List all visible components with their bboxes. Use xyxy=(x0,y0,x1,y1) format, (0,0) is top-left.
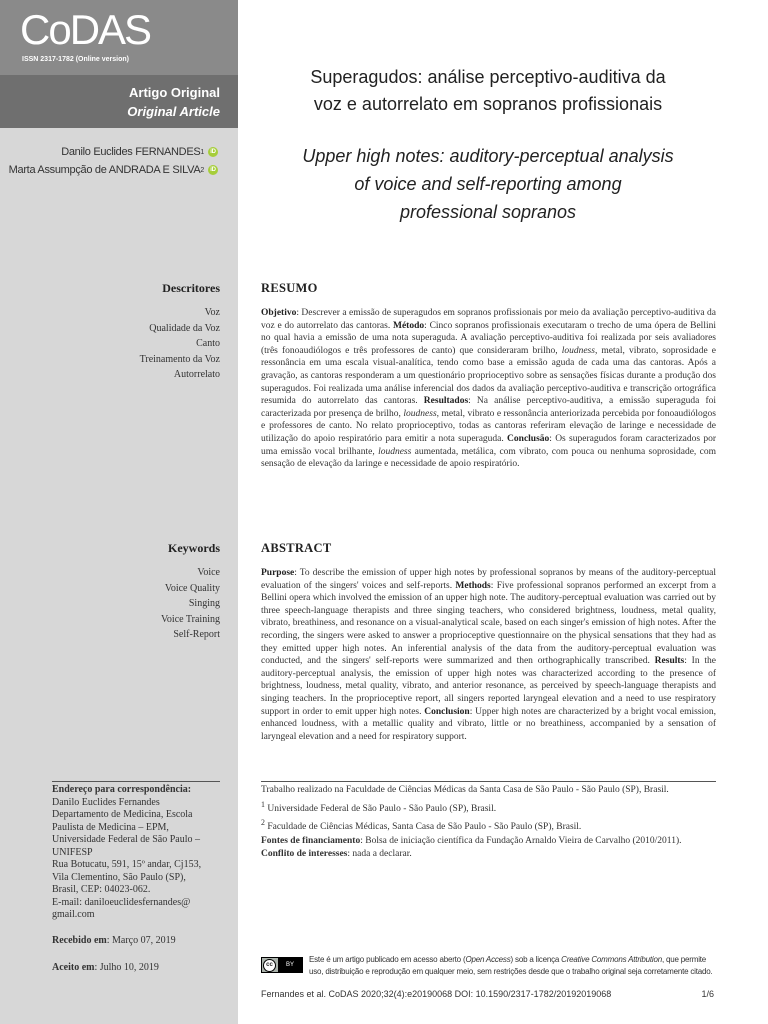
conclusao-label: Conclusão xyxy=(507,433,550,444)
methods-label: Methods xyxy=(455,580,491,591)
affiliation-sup: 2 xyxy=(261,818,265,828)
objetivo-label: Objetivo xyxy=(261,308,297,318)
citation-footer: Fernandes et al. CoDAS 2020;32(4):e20190068 DOI: 10.1590/2317-1782/20192019068 xyxy=(261,989,612,999)
conflict-label: Conflito de interesses xyxy=(261,849,348,860)
metodo-text: , metal, vibrato, soprosidade e ressonância em uma escala visual-analítica, tendo como base a emissão aguda de cada uma das cantoras. Após a gravação, as cantoras responderam a um questionário proprioceptivo sobre as sensações físicas durante a produção dos superagudos. Foi realizada uma análise inferencial dos dados da avaliação perceptivo-auditiva e transcrição ortográfica resumida do autorrelato das cantoras. xyxy=(261,345,717,407)
descritores-list xyxy=(140,305,220,383)
results-text: : In the auditory-perceptual analysis, the emission of upper high notes was characterized according to the presence of brightness, loudness, metal quality, vibrato, and anterior resonance, as perceived by speech-language therapists and singing teachers. In the proprioceptive report, all singers reported laryngeal elevation and a need to use respiratory support in order to emit upper high notes. xyxy=(261,656,716,717)
author-name: Marta Assumpção de ANDRADA E SILVA xyxy=(8,164,201,176)
journal-header xyxy=(0,0,238,75)
author xyxy=(9,143,218,161)
license-part: ) sob a licença xyxy=(510,955,562,964)
correspondence-email[interactable]: E-mail: daniloeuclidesfernandes@ xyxy=(52,896,191,908)
title-line: Superagudos: análise perceptivo-auditiva da xyxy=(310,67,666,87)
correspondence-line: Universidade Federal de São Paulo – xyxy=(52,834,201,845)
descritor-item: Autorrelato xyxy=(173,369,220,381)
funding-label: Fontes de financiamento xyxy=(261,835,361,846)
correspondence-block xyxy=(52,781,220,922)
purpose-text: : To describe the emission of upper high notes by professional sopranos by means of the auditory-perceptual evaluation of the singers' voices and self-reports. xyxy=(261,568,716,591)
correspondence-line: Vila Clementino, São Paulo (SP), xyxy=(52,871,186,883)
author-list xyxy=(9,143,218,179)
by-icon: BY xyxy=(278,958,302,972)
title-line: professional sopranos xyxy=(399,202,577,222)
accepted-value: : Julho 10, 2019 xyxy=(94,962,159,973)
correspondence-line: Brasil, CEP: 04023-062. xyxy=(52,884,151,895)
keyword-item: Singing xyxy=(188,598,220,610)
affiliation-2 xyxy=(261,816,716,835)
keyword-item: Voice Training xyxy=(161,613,220,625)
author-affiliation: 2 xyxy=(200,166,204,174)
keyword-item: Self-Report xyxy=(173,629,220,641)
conclusao-text: : Os superagudos foram caracterizados por uma emissão vocal brilhante, xyxy=(261,433,717,457)
title-portuguese xyxy=(262,64,714,118)
license-part: Este é um artigo publicado em acesso aberto ( xyxy=(309,955,466,964)
accepted-label: Aceito em xyxy=(52,962,95,973)
keyword-item: Voice xyxy=(197,567,220,578)
affiliation-1 xyxy=(261,798,716,817)
orcid-icon[interactable]: iD xyxy=(208,165,218,175)
conclusao-text: aumentada, metálica, com vibrato, com pouca ou nenhuma soprosidade, com sensação de elevação da laringe e necessidade de apoio respiratório. xyxy=(261,446,716,470)
correspondence-line: UNIFESP xyxy=(52,846,93,858)
loudness-term: loudness xyxy=(378,446,412,457)
title-line: Upper high notes: auditory-perceptual analysis xyxy=(302,146,674,166)
article-type-banner xyxy=(0,75,238,128)
footnotes xyxy=(261,781,716,862)
cc-by-badge-icon[interactable] xyxy=(261,957,303,973)
title-line: of voice and self-reporting among xyxy=(354,174,622,194)
purpose-label: Purpose xyxy=(261,568,295,578)
methods-text: : Five professional sopranos performed an excerpt from a Bellini opera which involved the emission of an upper high note. The auditory-perceptual evaluation was carried out by three speech-language therapists and three singing teachers, who considered brightness, loudness, metal quality, vibrato, breathiness, and resonance on a visual-analytical scale, based on each singer's emission of high notes. After the recording, the singers were asked to answer a proprioceptive questionnaire on the physical sensations that they had as they emitted upper high notes. An inferential analysis of the data from the auditory-perceptual evaluation was conducted, and the singers' self-reports were summarized and then orthographically transcribed. xyxy=(261,580,717,667)
article-type-pt: Artigo Original xyxy=(129,85,220,100)
resultados-label: Resultados xyxy=(423,396,469,407)
divider xyxy=(52,781,220,782)
funding-note xyxy=(261,835,716,849)
abstract-heading: ABSTRACT xyxy=(261,541,332,555)
journal-logo: CoDAS xyxy=(20,6,151,53)
resumo-body xyxy=(261,307,716,471)
descritores-heading: Descritores xyxy=(162,281,220,295)
correspondence-title: Endereço para correspondência: xyxy=(52,784,192,795)
abstract-body xyxy=(261,567,716,743)
orcid-icon[interactable]: iD xyxy=(208,147,218,157)
divider xyxy=(261,781,716,782)
correspondence-line: Paulista de Medicina – EPM, xyxy=(52,821,169,833)
resumo-heading: RESUMO xyxy=(261,281,318,295)
cc-icon: cc xyxy=(263,959,276,972)
open-access-term: Open Access xyxy=(465,955,511,964)
title-english xyxy=(262,142,714,226)
descritor-item: Canto xyxy=(196,338,220,350)
license-text xyxy=(309,954,716,978)
keywords-heading: Keywords xyxy=(168,541,220,555)
cc-attribution-term: Creative Commons Attribution xyxy=(561,955,662,964)
descritor-item: Voz xyxy=(204,307,220,318)
author-name: Danilo Euclides FERNANDES xyxy=(61,146,201,158)
objetivo-text: : Descrever a emissão de superagudos em sopranos profissionais por meio da avaliação perceptivo-auditiva da voz e do autorrelato das cantoras. xyxy=(261,308,716,331)
affiliation-sup: 1 xyxy=(261,799,265,809)
metodo-text: : Cinco sopranos profissionais executaram o trecho de uma ópera de Bellini no qual havia a emissão de uma nota superaguda. A avaliação perceptivo-auditiva foi realizada por seis avaliadores (três fonoaudiólogos e três professores de canto) que consideraram brilho, xyxy=(261,320,716,356)
title-line: voz e autorrelato em sopranos profissionais xyxy=(313,94,663,114)
resultados-text: , metal, vibrato e ressonância anteriorizada percebida por fonoaudiólogos e professores de canto. No relato proprioceptivo, todas as cantoras referiram elevação de laringe e necessidade de utilização do apoio respiratório para emitir a nota superaguda. xyxy=(261,408,716,444)
received-date xyxy=(52,935,176,946)
left-sidebar xyxy=(0,0,238,1024)
correspondence-line: Rua Botucatu, 591, 15º andar, Cj153, xyxy=(52,859,202,870)
funding-text: : Bolsa de iniciação científica da Fundação Arnaldo Vieira de Carvalho (2010/2011). xyxy=(360,835,682,846)
correspondence-email[interactable]: gmail.com xyxy=(52,909,95,920)
results-label: Results xyxy=(654,656,685,667)
loudness-term: loudness xyxy=(403,408,437,419)
descritor-item: Treinamento da Voz xyxy=(139,353,220,365)
affiliation-text: Faculdade de Ciências Médicas, Santa Casa de São Paulo - São Paulo (SP), Brasil. xyxy=(264,822,582,833)
loudness-term: loudness xyxy=(561,345,595,356)
article-type-en: Original Article xyxy=(127,104,220,119)
author-affiliation: 1 xyxy=(200,148,204,156)
conflict-note xyxy=(261,848,716,862)
received-label: Recebido em xyxy=(52,935,107,946)
conflict-text: : nada a declarar. xyxy=(347,849,412,860)
work-note: Trabalho realizado na Faculdade de Ciências Médicas da Santa Casa de São Paulo - São Paulo (SP), Brasil. xyxy=(261,785,669,795)
descritor-item: Qualidade da Voz xyxy=(149,322,220,334)
license-notice xyxy=(261,954,716,978)
issn: ISSN 2317-1782 (Online version) xyxy=(22,56,129,63)
correspondence-line: Departamento de Medicina, Escola xyxy=(52,809,193,820)
resultados-text: : Na análise perceptivo-auditiva, a emissão superaguda foi caracterizada por presença de brilho, xyxy=(261,396,716,419)
received-value: : Março 07, 2019 xyxy=(106,935,176,946)
affiliation-text: Universidade Federal de São Paulo - São Paulo (SP), Brasil. xyxy=(264,803,497,814)
correspondence-line: Danilo Euclides Fernandes xyxy=(52,796,160,808)
keywords-list xyxy=(161,565,220,643)
accepted-date xyxy=(52,962,159,973)
license-part: , que permite uso, distribuição e reprodução em qualquer meio, sem restrições desde que o trabalho original seja corretamente citado. xyxy=(309,955,713,976)
keyword-item: Voice Quality xyxy=(164,582,220,594)
metodo-label: Método xyxy=(393,320,425,331)
conclusion-label: Conclusion xyxy=(424,706,470,717)
conclusion-text: : Upper high notes are characterized by a bright vocal emission, enhanced loudness, with a metallic quality and vibrato, little or no breathiness, accompanied by a sensation of laryngeal elevation and a need for respiratory support. xyxy=(261,706,717,742)
page-number: 1/6 xyxy=(701,989,714,999)
author xyxy=(9,161,218,179)
